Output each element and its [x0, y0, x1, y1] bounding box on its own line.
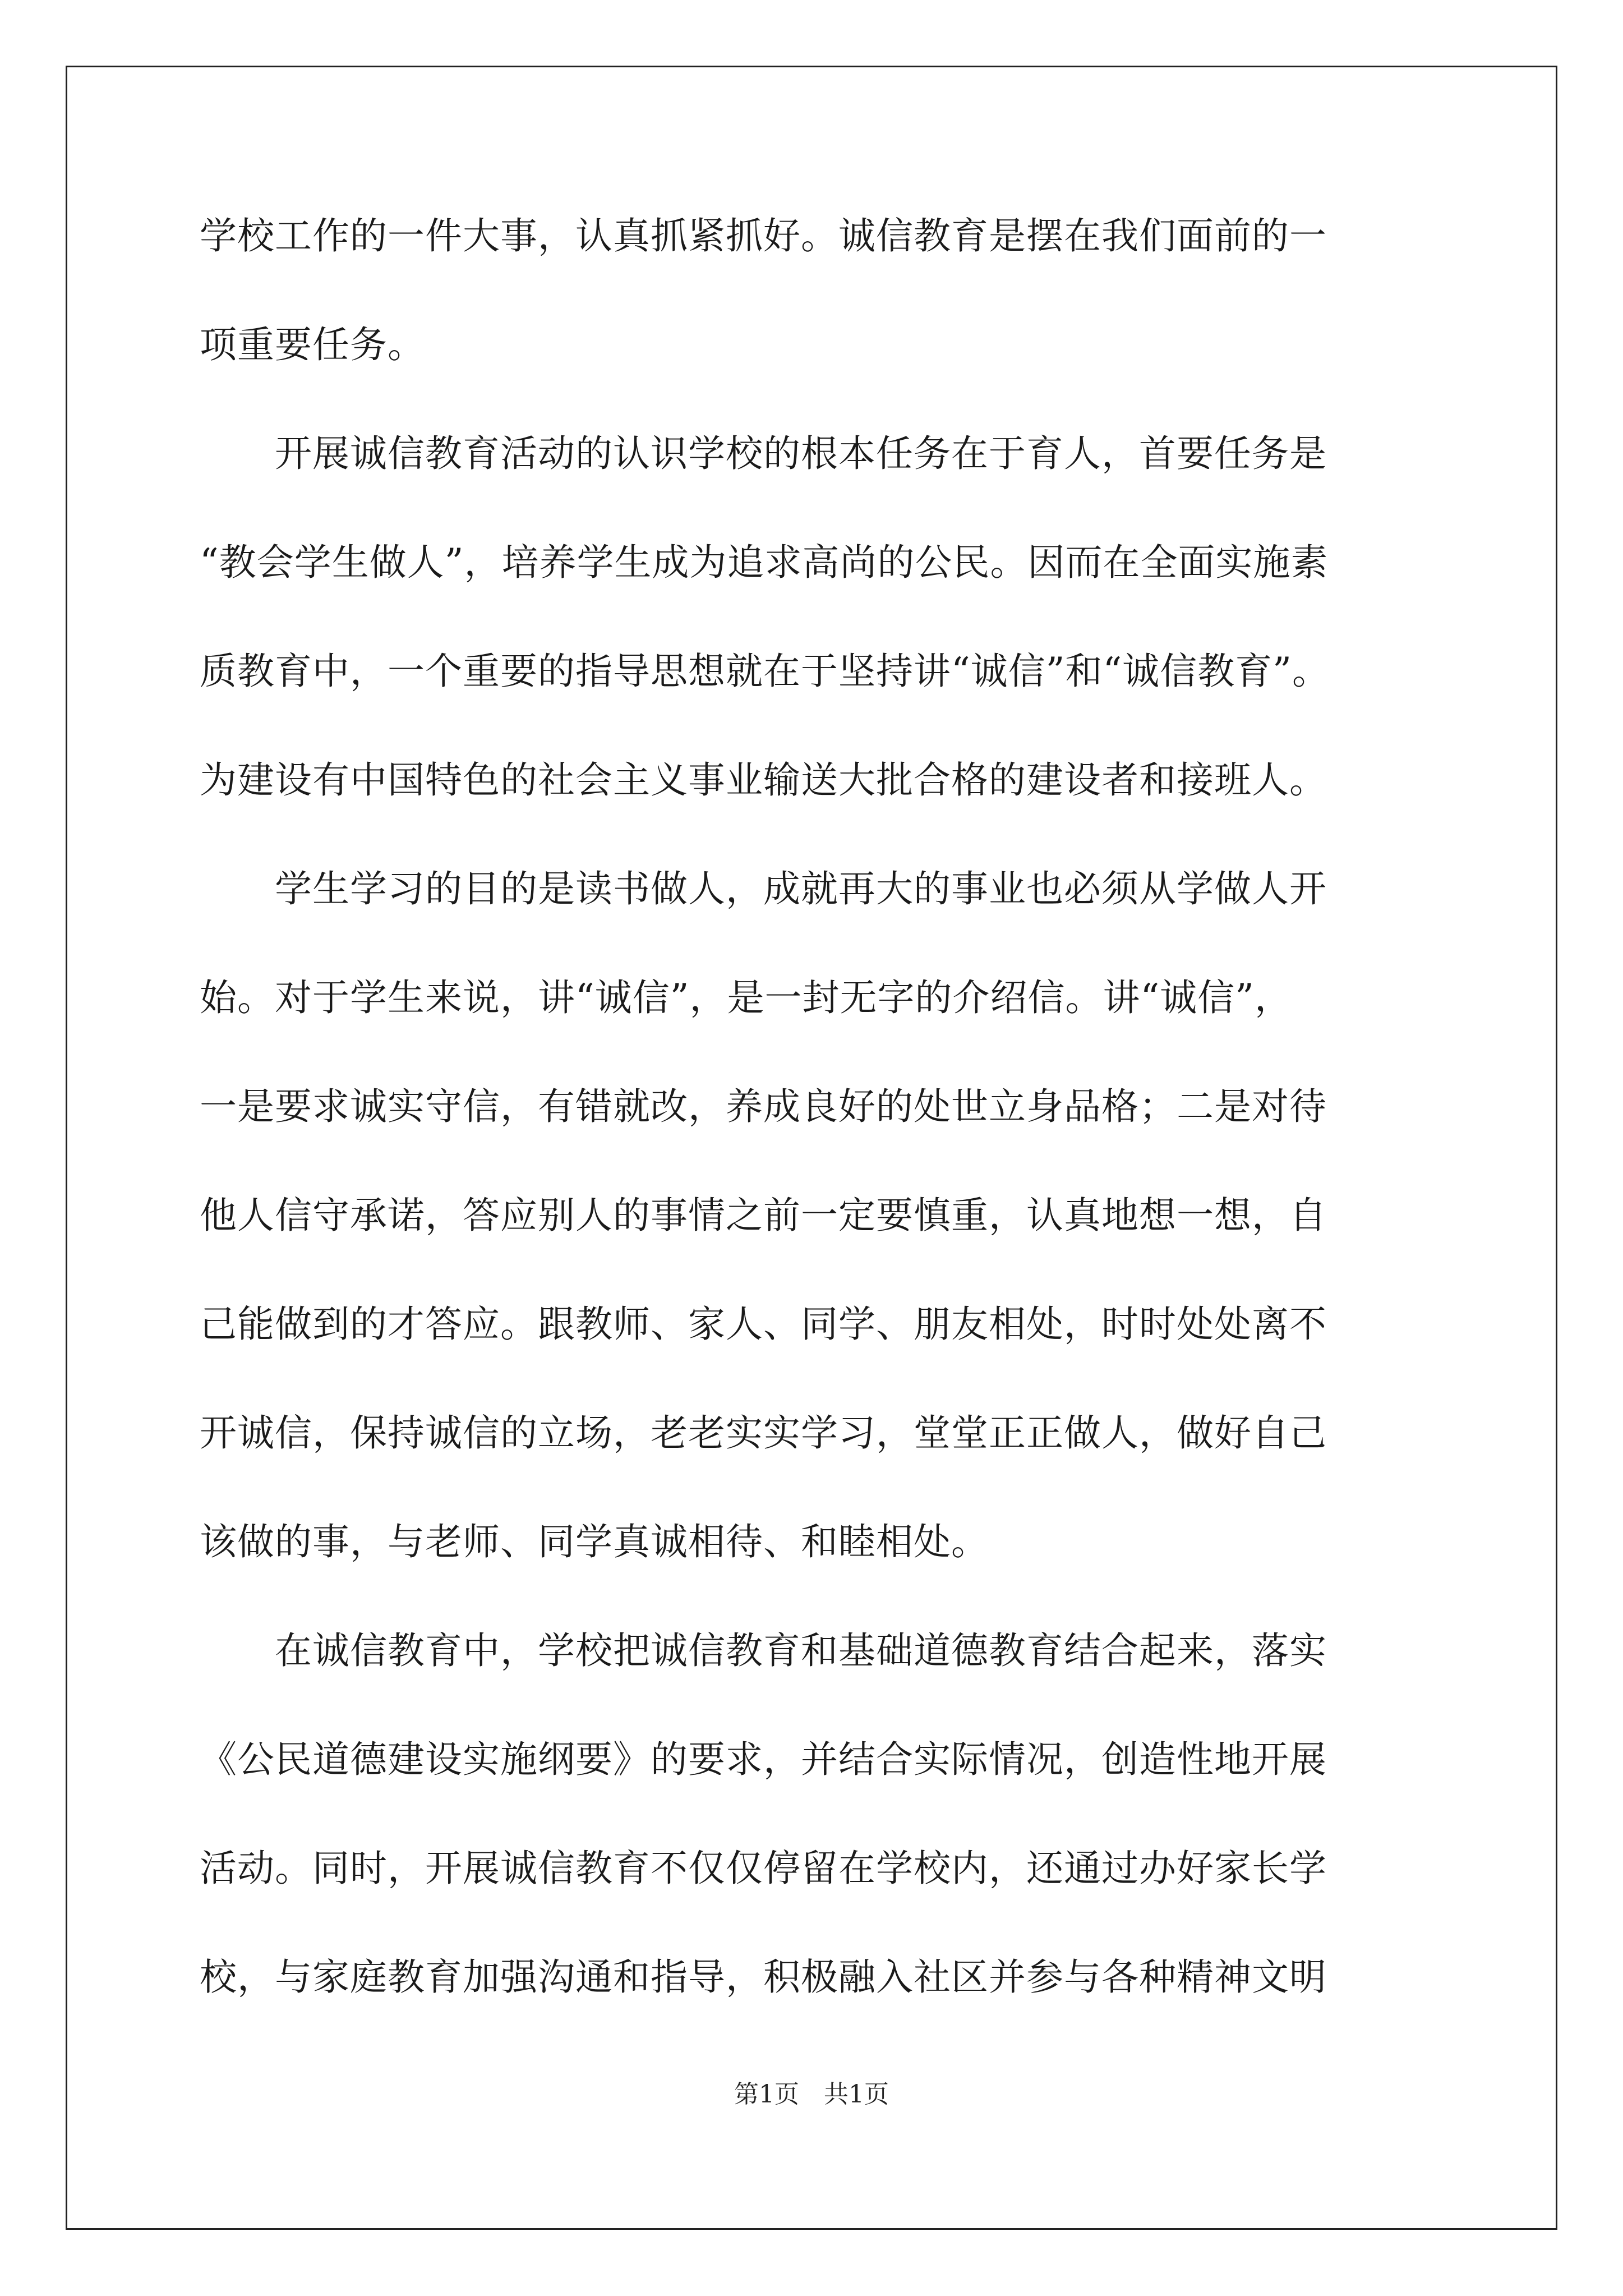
text-line: 校，与家庭教育加强沟通和指导，积极融入社区并参与各种精神文明 — [200, 1955, 1327, 1999]
text-line: 一是要求诚实守信，有错就改，养成良好的处世立身品格；二是对待 — [200, 1085, 1327, 1128]
text-line: 学校工作的一件大事，认真抓紧抓好。诚信教育是摆在我们面前的一 — [200, 214, 1327, 257]
text-line: 己能做到的才答应。跟教师、家人、同学、朋友相处，时时处处离不 — [200, 1303, 1327, 1346]
text-line: 项重要任务。 — [200, 323, 425, 366]
page-footer: 第1页 共1页 — [734, 2080, 889, 2109]
text-line: 始。对于学生来说，讲“诚信”，是一封无字的介绍信。讲“诚信”， — [200, 976, 1292, 1019]
text-line: 在诚信教育中，学校把诚信教育和基础道德教育结合起来，落实 — [200, 1629, 1327, 1672]
text-line: 开展诚信教育活动的认识学校的根本任务在于育人，首要任务是 — [200, 432, 1327, 475]
text-line: 《公民道德建设实施纲要》的要求，并结合实际情况，创造性地开展 — [200, 1738, 1327, 1781]
document-body — [200, 209, 1429, 2059]
text-line: 开诚信，保持诚信的立场，老老实实学习，堂堂正正做人，做好自己 — [200, 1411, 1327, 1455]
text-line: 活动。同时，开展诚信教育不仅仅停留在学校内，还通过办好家长学 — [200, 1847, 1327, 1890]
text-line: 他人信守承诺，答应别人的事情之前一定要慎重，认真地想一想，自 — [200, 1194, 1327, 1237]
text-line: 质教育中，一个重要的指导思想就在于坚持讲“诚信”和“诚信教育”。 — [200, 650, 1330, 693]
text-line: 为建设有中国特色的社会主义事业输送大批合格的建设者和接班人。 — [200, 758, 1327, 802]
text-line: 学生学习的目的是读书做人，成就再大的事业也必须从学做人开 — [200, 867, 1327, 910]
text-line: 该做的事，与老师、同学真诚相待、和睦相处。 — [200, 1520, 989, 1563]
text-line: “教会学生做人”，培养学生成为追求高尚的公民。因而在全面实施素 — [200, 541, 1329, 584]
